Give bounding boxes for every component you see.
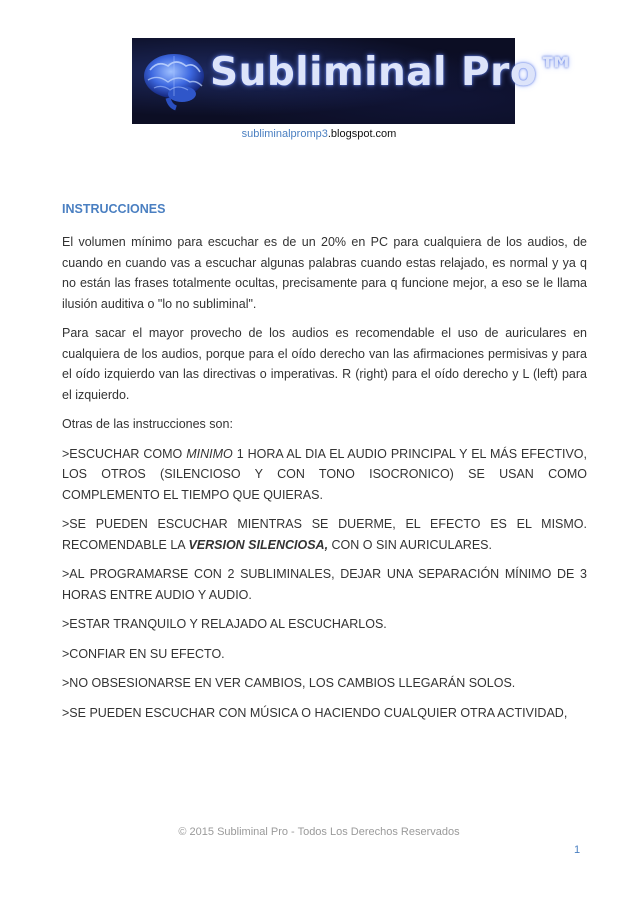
instruction-separation: >AL PROGRAMARSE CON 2 SUBLIMINALES, DEJAR UNA SEPARACIÓN MÍNIMO DE 3 HORAS ENTRE AUDIO Y AUDIO. [62, 567, 587, 602]
instruction-sleep [62, 514, 587, 555]
document-content [62, 200, 587, 732]
section-heading: INSTRUCCIONES [62, 202, 166, 216]
blog-link[interactable] [0, 128, 638, 140]
instruction-relaxed: >ESTAR TRANQUILO Y RELAJADO AL ESCUCHARLOS. [62, 617, 387, 631]
instruction-music: >SE PUEDEN ESCUCHAR CON MÚSICA O HACIENDO CUALQUIER OTRA ACTIVIDAD, [62, 705, 568, 720]
brain-icon [140, 48, 208, 110]
instruction-no-obsession: >NO OBSESIONARSE EN VER CAMBIOS, LOS CAMBIOS LLEGARÁN SOLOS. [62, 676, 516, 690]
instruction-sleep-end: CON O SIN AURICULARES. [328, 537, 492, 552]
header-banner [132, 38, 577, 124]
instruction-sleep-start: >SE PUEDEN ESCUCHAR MIENTRAS SE DUERME, EL EFECTO ES EL MISMO. RECOMENDABLE LA [62, 517, 587, 552]
instruction-minimum [62, 444, 587, 506]
instruction-sleep-emphasis [188, 538, 328, 552]
instruction-sleep-emphasis-text: VERSION SILENCIOSA, [188, 537, 329, 552]
page-footer: © 2015 Subliminal Pro - Todos Los Derechos Reservados [178, 826, 460, 838]
paragraph-intro-list: Otras de las instrucciones son: [62, 417, 233, 431]
instruction-minimum-start: >ESCUCHAR COMO [62, 446, 187, 461]
blog-link-highlight[interactable]: subliminalpromp3 [241, 128, 328, 140]
instruction-minimum-emphasis: MINIMO [186, 446, 233, 461]
paragraph-headphones: Para sacar el mayor provecho de los audios es recomendable el uso de auriculares en cualquiera de los audios, porque para el oído derecho van las afirmaciones permisivas y para el oído izquierdo van las directivas o imperativas. R (right) para el oído derecho y L (left) para el izquierdo. [62, 326, 587, 402]
instruction-trust: >CONFIAR EN SU EFECTO. [62, 646, 225, 661]
blog-link-domain[interactable]: .blogspot.com [327, 128, 397, 140]
paragraph-volume: El volumen mínimo para escuchar es de un 20% en PC para cualquiera de los audios, de cuando en cuando vas a escuchar algunas palabras cuando estas relajado, es normal y ya q no están las frases totalmente ocultas, precisamente para q funcione mejor, a eso se le llama ilusión auditiva o "lo no subliminal". [62, 235, 587, 311]
page-number: 1 [574, 844, 581, 856]
banner-title: Subliminal Pro™ [210, 50, 577, 95]
instruction-minimum-end: 1 HORA AL DIA EL AUDIO PRINCIPAL Y EL MÁS EFECTIVO, LOS OTROS (SILENCIOSO Y CON TONO ISOCRONICO) SE USAN COMO COMPLEMENTO EL TIEMPO QUE QUIERAS. [62, 446, 588, 502]
